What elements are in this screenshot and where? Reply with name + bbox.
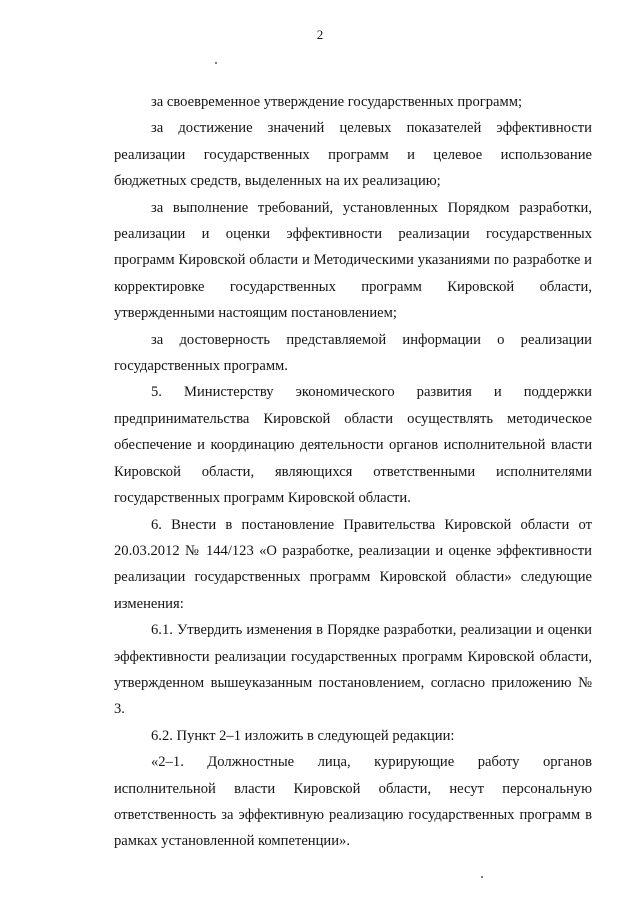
paragraph-requirements-compliance: за выполнение требований, установленных Порядком разработки, реализации и оценки эффективности реализации государственных программ Кировской области и Методическими указаниями по разработке и корректировке государственных программ Кировской области, утвержденными настоящим постановлением; [114, 199, 592, 322]
scan-speck [215, 62, 217, 64]
paragraph-item-6: 6. Внести в постановление Правительства Кировской области от 20.03.2012 № 144/123 «О разработке, реализации и оценке эффективности реализации государственных программ Кировской области» следующие изменения: [114, 516, 592, 612]
paragraph-item-5: 5. Министерству экономического развития и поддержки предпринимательства Кировской области осуществлять методическое обеспечение и координацию деятельности органов исполнительной власти Кировской области, являющихся ответственными исполнителями государственных программ Кировской области. [114, 384, 592, 507]
page-number: 2 [316, 27, 324, 42]
paragraph-item-6-2: 6.2. Пункт 2–1 изложить в следующей редакции: [151, 727, 455, 744]
paragraph-timely-approval: за своевременное утверждение государственных программ; [151, 94, 523, 110]
document-body [114, 89, 592, 855]
paragraph-target-indicators: за достижение значений целевых показателей эффективности реализации государственных программ и целевое использование бюджетных средств, выделенных на их реализацию; [114, 120, 592, 190]
paragraph-item-6-1: 6.1. Утвердить изменения в Порядке разработки, реализации и оценки эффективности реализации государственных программ Кировской области, утвержденном вышеуказанным постановлением, согласно приложению № 3. [114, 622, 592, 718]
paragraph-information-reliability: за достоверность представляемой информации о реализации государственных программ. [114, 331, 592, 375]
scan-speck [481, 876, 483, 878]
paragraph-clause-2-1: «2–1. Должностные лица, курирующие работу органов исполнительной власти Кировской области, несут персональную ответственность за эффективную реализацию государственных программ в рамках установленной компетенции». [114, 754, 592, 850]
